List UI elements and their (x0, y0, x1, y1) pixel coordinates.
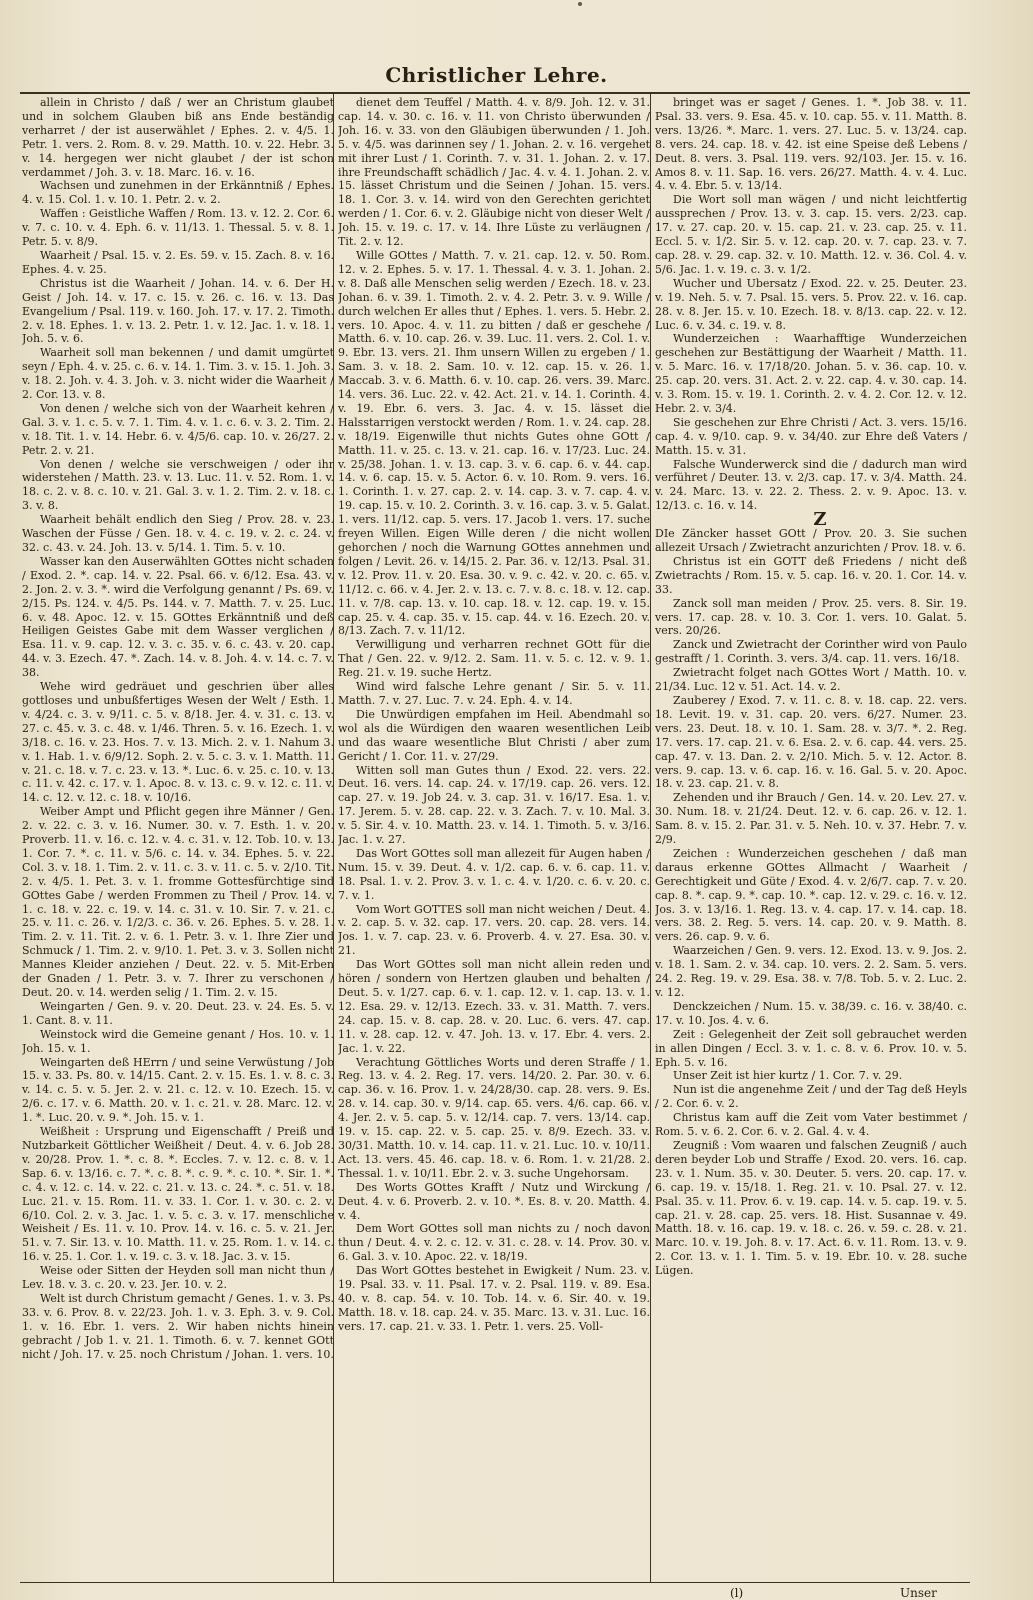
entry-paragraph: Von denen / welche sich von der Waarheit kehren / Gal. 3. v. 1. c. 5. v. 7. 1. Tim. 4. v. 1. c. 6. v. 3. 2. Tim. 2. v. 18. Tit. 1. v. 14. Hebr. 6. v. 4/5/6. cap. 10. v. 26/27. 2. Petr. 2. v. 21. (22, 401, 334, 457)
entry-paragraph: Wachsen und zunehmen in der Erkänntniß / Ephes. 4. v. 15. Col. 1. v. 10. 1. Petr. 2. v. 2. (22, 179, 334, 207)
column-middle (338, 96, 650, 1580)
entry-paragraph: Welt ist durch Christum gemacht / Genes. 1. v. 3. Ps. 33. v. 6. Prov. 8. v. 22/23. Joh. 1. v. 3. Eph. 3. v. 9. Col. 1. v. 16. Ebr. 1. vers. 2. Wir haben nichts hinein gebracht / Job 1. v. 21. 1. Timoth. 6. v. 7. kennet GOtt nicht / Joh. 17. v. 25. noch Christum / Johan. 1. vers. 10. (22, 1291, 334, 1361)
entry-paragraph: Wucher und Ubersatz / Exod. 22. v. 25. Deuter. 23. v. 19. Neh. 5. v. 7. Psal. 15. vers. 5. Prov. 22. v. 16. cap. 28. v. 8. Jer. 15. v. 10. Ezech. 18. v. 8/13. cap. 22. v. 12. Luc. 6. v. 34. c. 19. v. 8. (655, 276, 967, 332)
entry-paragraph: Zanck und Zwietracht der Corinther wird von Paulo gestrafft / 1. Corinth. 3. vers. 3/4. cap. 11. vers. 16/18. (655, 638, 967, 666)
entry-paragraph: Wasser kan den Auserwählten GOttes nicht schaden / Exod. 2. *. cap. 14. v. 22. Psal. 66. v. 6/12. Esa. 43. v. 2. Jon. 2. v. 3. *. wird die Verfolgung genannt / Ps. 69. v. 2/15. Ps. 124. v. 4/5. Ps. 144. v. 7. Matth. 7. v. 25. Luc. 6. v. 48. Apoc. 12. v. 15. GOttes Erkänntniß und deß Heiligen Geistes Gabe mit dem Wasser verglichen / Esa. 11. v. 9. cap. 12. v. 3. c. 35. v. 6. c. 43. v. 20. cap. 44. v. 3. Ezech. 47. *. Zach. 14. v. 8. Joh. 4. v. 14. c. 7. v. 38. (22, 554, 334, 680)
entry-paragraph: Weinstock wird die Gemeine genant / Hos. 10. v. 1. Joh. 15. v. 1. (22, 1027, 334, 1055)
entry-paragraph: Waarzeichen / Gen. 9. vers. 12. Exod. 13. v. 9. Jos. 2. v. 18. 1. Sam. 2. v. 34. cap. 10. vers. 2. 2. Sam. 5. vers. 24. 2. Reg. 19. v. 29. Esa. 38. v. 7/8. Tob. 5. v. 2. Luc. 2. v. 12. (655, 944, 967, 999)
entry-paragraph: Das Wort GOttes soll man allezeit für Augen haben / Num. 15. v. 39. Deut. 4. v. 1/2. cap. 6. v. 6. cap. 11. v. 18. Psal. 1. v. 2. Prov. 3. v. 1. c. 4. v. 1/20. c. 6. v. 20. c. 7. v. 1. (338, 846, 650, 902)
entry-paragraph: Von denen / welche sie verschweigen / oder ihr widerstehen / Matth. 23. v. 13. Luc. 11. v. 52. Rom. 1. v. 18. c. 2. v. 8. c. 10. v. 21. Gal. 3. v. 1. 2. Tim. 2. v. 18. c. 3. v. 8. (22, 457, 334, 513)
entry-paragraph: Des Worts GOttes Krafft / Nutz und Wirckung / Deut. 4. v. 6. Proverb. 2. v. 10. *. Es. 8. v. 20. Matth. 4. v. 4. (338, 1180, 650, 1222)
entry-paragraph: Zeit : Gelegenheit der Zeit soll gebrauchet werden in allen Dingen / Eccl. 3. v. 1. c. 8. v. 6. Prov. 10. v. 5. Eph. 5. v. 16. (655, 1027, 967, 1069)
catchword: Unser (900, 1586, 937, 1600)
entry-paragraph: Die Wort soll man wägen / und nicht leichtfertig aussprechen / Prov. 13. v. 3. cap. 15. vers. 2/23. cap. 17. v. 27. cap. 20. v. 15. cap. 21. v. 23. cap. 25. v. 11. Eccl. 5. v. 1/2. Sir. 5. v. 12. cap. 20. v. 7. cap. 23. v. 7. cap. 28. v. 29. cap. 32. v. 10. Matth. 12. v. 36. Col. 4. v. 5/6. Jac. 1. v. 19. c. 3. v. 1/2. (655, 193, 967, 276)
entry-paragraph: Wind wird falsche Lehre genant / Sir. 5. v. 11. Matth. 7. v. 27. Luc. 7. v. 24. Eph. 4. v. 14. (338, 680, 650, 707)
page-title: Christlicher Lehre. (385, 63, 608, 87)
entry-paragraph: Wehe wird gedräuet und geschrien über alles gottloses und unbußfertiges Wesen der Welt / Esth. 1. v. 4/24. c. 3. v. 9/11. c. 5. v. 8/18. Jer. 4. v. 31. c. 13. v. 27. c. 45. v. 3. c. 48. v. 1/46. Thren. 5. v. 16. Ezech. 1. v. 3/18. c. 16. v. 23. Hos. 7. v. 13. Mich. 2. v. 1. Nahum 3. v. 1. Hab. 1. v. 6/9/12. Soph. 2. v. 5. c. 3. v. 1. Matth. 11. v. 21. c. 18. v. 7. c. 23. v. 13. *. Luc. 6. v. 25. c. 10. v. 13. c. 11. v. 42. c. 17. v. 1. Apoc. 8. v. 13. c. 9. v. 12. c. 11. v. 14. c. 12. v. 12. c. 18. v. 10/16. (22, 680, 334, 805)
entry-paragraph: Sie geschehen zur Ehre Christi / Act. 3. vers. 15/16. cap. 4. v. 9/10. cap. 9. v. 34/40. zur Ehre deß Vaters / Matth. 15. v. 31. (655, 415, 967, 457)
entry-paragraph: Weingarten deß HErrn / und seine Verwüstung / Job 15. v. 33. Ps. 80. v. 14/15. Cant. 2. v. 15. Es. 1. v. 8. c. 3. v. 14. c. 5. v. 5. Jer. 2. v. 21. c. 12. v. 10. Ezech. 15. v. 2/6. c. 17. v. 6. Matth. 20. v. 1. c. 21. v. 28. Marc. 12. v. 1. *. Luc. 20. v. 9. *. Joh. 15. v. 1. (22, 1055, 334, 1125)
entry-paragraph: Das Wort GOttes soll man nicht allein reden und hören / sondern von Hertzen glauben und behalten / Deut. 5. v. 1/27. cap. 6. v. 1. cap. 12. v. 1. cap. 13. v. 1. 12. Esa. 29. v. 12/13. Ezech. 33. v. 31. Matth. 7. vers. 24. cap. 15. v. 8. cap. 28. v. 20. Luc. 6. vers. 47. cap. 11. v. 28. cap. 12. v. 47. Joh. 13. v. 17. Ebr. 4. vers. 2. Jac. 1. v. 22. (338, 958, 650, 1055)
entry-paragraph: Verwilligung und verharren rechnet GOtt für die That / Gen. 22. v. 9/12. 2. Sam. 11. v. 5. c. 12. v. 9. 1. Reg. 21. v. 19. suche Hertz. (338, 638, 650, 680)
entry-paragraph: Zwietracht folget nach GOttes Wort / Matth. 10. v. 21/34. Luc. 12 v. 51. Act. 14. v. 2. (655, 666, 967, 694)
entry-paragraph: allein in Christo / daß / wer an Christum glaubet und in solchem Glauben biß ans Ende beständig verharret / der ist auserwählet / Ephes. 2. v. 4/5. 1. Petr. 1. vers. 2. Rom. 8. v. 29. Matth. 10. v. 22. Hebr. 3. v. 14. hergegen wer nicht glaubet / der ist schon verdammet / Joh. 3. v. 18. Marc. 16. v. 16. (22, 96, 334, 179)
printer-mark (578, 2, 582, 6)
entry-paragraph: bringet was er saget / Genes. 1. *. Job 38. v. 11. Psal. 33. vers. 9. Esa. 45. v. 10. cap. 55. v. 11. Matth. 8. vers. 13/26. *. Marc. 1. vers. 27. Luc. 5. v. 13/24. cap. 8. vers. 24. cap. 18. v. 42. ist eine Speise deß Lebens / Deut. 8. vers. 3. Psal. 119. vers. 92/103. Jer. 15. v. 16. Amos 8. v. 11. Sap. 16. vers. 26/27. Matth. 4. v. 4. Luc. 4. v. 4. Ebr. 5. v. 13/14. (655, 96, 967, 193)
entry-paragraph: Waffen : Geistliche Waffen / Rom. 13. v. 12. 2. Cor. 6. v. 7. c. 10. v. 4. Eph. 6. v. 11/13. 1. Thessal. 5. v. 8. 1. Petr. 5. v. 8/9. (22, 207, 334, 249)
entry-paragraph: Wille GOttes / Matth. 7. v. 21. cap. 12. v. 50. Rom. 12. v. 2. Ephes. 5. v. 17. 1. Thessal. 4. v. 3. 1. Johan. 2. v. 8. Daß alle Menschen selig werden / Ezech. 18. v. 23. Johan. 6. v. 39. 1. Timoth. 2. v. 4. 2. Petr. 3. v. 9. Wille / durch welchen Er alles thut / Ephes. 1. vers. 5. Hebr. 2. vers. 10. Apoc. 4. v. 11. zu bitten / daß er geschehe / Matth. 6. v. 10. cap. 26. v. 39. Luc. 11. vers. 2. Col. 1. v. 9. Ebr. 13. vers. 21. Ihm unsern Willen zu ergeben / 1. Sam. 3. v. 18. 2. Sam. 10. v. 12. cap. 15. v. 26. 1. Maccab. 3. v. 6. Matth. 6. v. 10. cap. 26. vers. 39. Marc. 14. vers. 36. Luc. 22. v. 42. Act. 21. v. 14. 1. Corinth. 4. v. 19. Ebr. 6. vers. 3. Jac. 4. v. 15. lässet die Halsstarrigen verstockt werden / Rom. 1. v. 24. cap. 28. v. 18/19. Eigenwille thut nichts Gutes ohne GOtt / Matth. 11. v. 25. c. 13. v. 21. cap. 16. v. 17/23. Luc. 24. v. 25/38. Johan. 1. v. 13. cap. 3. v. 6. cap. 6. v. 44. cap. 14. v. 6. cap. 15. v. 5. Actor. 6. v. 10. Rom. 9. vers. 16. 1. Corinth. 1. v. 27. cap. 2. v. 14. cap. 3. v. 7. cap. 4. v. 19. cap. 15. v. 10. 2. Corinth. 3. v. 16. cap. 3. v. 5. Galat. 1. vers. 11/12. cap. 5. vers. 17. Jacob 1. vers. 17. suche freyen Willen. Eigen Wille deren / die nicht wollen gehorchen / noch die Warnung GOttes annehmen und folgen / Levit. 26. v. 14/15. 2. Par. 36. v. 12/13. Psal. 31. v. 12. Prov. 11. v. 20. Esa. 30. v. 9. c. 42. v. 20. c. 65. v. 11/12. c. 66. v. 4. Jer. 2. v. 13. c. 7. v. 8. c. 18. v. 12. cap. 11. v. 7/8. cap. 13. v. 10. cap. 18. v. 12. cap. 19. v. 15. cap. 25. v. 4. cap. 35. v. 15. cap. 44. v. 16. Ezech. 20. v. 8/13. Zach. 7. v. 11/12. (338, 248, 650, 638)
column-left (22, 96, 334, 1580)
header-rule (20, 92, 970, 94)
entry-paragraph: Dem Wort GOttes soll man nichts zu / noch davon thun / Deut. 4. v. 2. c. 12. v. 31. c. 28. v. 14. Prov. 30. v. 6. Gal. 3. v. 10. Apoc. 22. v. 18/19. (338, 1222, 650, 1264)
entry-paragraph: Die Unwürdigen empfahen im Heil. Abendmahl so wol als die Würdigen den waaren wesentlichen Leib und das waare wesentliche Blut Christi / aber zum Gericht / 1. Cor. 11. v. 27/29. (338, 707, 650, 763)
page-footer (20, 1586, 970, 1600)
entry-paragraph: Denckzeichen / Num. 15. v. 38/39. c. 16. v. 38/40. c. 17. v. 10. Jos. 4. v. 6. (655, 999, 967, 1027)
entry-paragraph: Weingarten / Gen. 9. v. 20. Deut. 23. v. 24. Es. 5. v. 1. Cant. 8. v. 11. (22, 999, 334, 1027)
entry-paragraph: Witten soll man Gutes thun / Exod. 22. vers. 22. Deut. 16. vers. 14. cap. 24. v. 17/19. cap. 26. vers. 12. cap. 27. v. 19. Job 24. v. 3. cap. 31. v. 16/17. Esa. 1. v. 17. Jerem. 5. v. 28. cap. 22. v. 3. Zach. 7. v. 10. Mal. 3. v. 5. Sir. 4. v. 10. Matth. 23. v. 14. 1. Timoth. 5. v. 3/16. Jac. 1. v. 27. (338, 763, 650, 847)
entry-paragraph: Christus ist die Waarheit / Johan. 14. v. 6. Der H. Geist / Joh. 14. v. 17. c. 15. v. 26. c. 16. v. 13. Das Evangelium / Psal. 119. v. 160. Joh. 17. v. 17. 2. Timoth. 2. v. 18. Ephes. 1. v. 13. 2. Petr. 1. v. 12. Jac. 1. v. 18. 1. Joh. 5. v. 6. (22, 276, 334, 346)
entry-paragraph: Zehenden und ihr Brauch / Gen. 14. v. 20. Lev. 27. v. 30. Num. 18. v. 21/24. Deut. 12. v. 6. cap. 26. v. 12. 1. Sam. 8. v. 15. 2. Par. 31. v. 5. Neh. 10. v. 37. Hebr. 7. v. 2/9. (655, 791, 967, 847)
entry-paragraph: Verachtung Göttliches Worts und deren Straffe / 1. Reg. 13. v. 4. 2. Reg. 17. vers. 14/20. 2. Par. 30. v. 6. cap. 36. v. 16. Prov. 1. v. 24/28/30. cap. 28. vers. 9. Es. 28. v. 14. cap. 30. v. 9/14. cap. 65. vers. 4/6. cap. 66. v. 4. Jer. 2. v. 5. cap. 5. v. 12/14. cap. 7. vers. 13/14. cap. 19. v. 15. cap. 22. v. 5. cap. 25. v. 8/9. Ezech. 33. v. 30/31. Matth. 10. v. 14. cap. 11. v. 21. Luc. 10. v. 10/11. Act. 13. vers. 45. 46. cap. 18. v. 6. Rom. 1. v. 21/28. 2. Thessal. 1. v. 10/11. Ebr. 2. v. 3. suche Ungehorsam. (338, 1055, 650, 1180)
entry-paragraph: Christus kam auff die Zeit vom Vater bestimmet / Rom. 5. v. 6. 2. Cor. 6. v. 2. Gal. 4. v. 4. (655, 1111, 967, 1139)
text-columns (22, 96, 968, 1580)
entry-paragraph: Zanck soll man meiden / Prov. 25. vers. 8. Sir. 19. vers. 17. cap. 28. v. 10. 3. Cor. 1. vers. 10. Galat. 5. vers. 20/26. (655, 596, 967, 638)
entry-paragraph: Waarheit / Psal. 15. v. 2. Es. 59. v. 15. Zach. 8. v. 16. Ephes. 4. v. 25. (22, 248, 334, 276)
entry-paragraph: Wunderzeichen : Waarhafftige Wunderzeichen geschehen zur Bestättigung der Waarheit / Matth. 11. v. 5. Marc. 16. v. 17/18/20. Johan. 5. v. 36. cap. 10. v. 25. cap. 20. vers. 31. Act. 2. v. 22. cap. 4. v. 30. cap. 14. v. 3. Rom. 15. v. 19. 1. Corinth. 2. v. 4. 2. Cor. 12. v. 12. Hebr. 2. v. 3/4. (655, 332, 967, 415)
running-header (20, 58, 973, 92)
entry-paragraph: Waarheit behält endlich den Sieg / Prov. 28. v. 23. Waschen der Füsse / Gen. 18. v. 4. c. 19. v. 2. c. 24. v. 32. c. 43. v. 24. Joh. 13. v. 5/14. 1. Tim. 5. v. 10. (22, 513, 334, 554)
entry-paragraph: Christus ist ein GOTT deß Friedens / nicht deß Zwietrachts / Rom. 15. v. 5. cap. 16. v. 20. 1. Cor. 14. v. 33. (655, 554, 967, 596)
entry-paragraph: Zeichen : Wunderzeichen geschehen / daß man daraus erkenne GOttes Allmacht / Waarheit / Gerechtigkeit und Güte / Exod. 4. v. 2/6/7. cap. 7. v. 20. cap. 8. *. cap. 9. *. cap. 10. *. cap. 12. v. 29. c. 16. v. 12. Jos. 3. v. 13/16. 1. Reg. 13. v. 4. cap. 17. v. 14. cap. 18. vers. 38. 2. Reg. 5. vers. 14. cap. 20. v. 9. Matth. 8. vers. 26. cap. 9. v. 6. (655, 846, 967, 944)
entry-paragraph: Das Wort GOttes bestehet in Ewigkeit / Num. 23. v. 19. Psal. 33. v. 11. Psal. 17. v. 2. Psal. 119. v. 89. Esa. 40. v. 8. cap. 54. v. 10. Tob. 14. v. 6. Sir. 40. v. 19. Matth. 18. v. 18. cap. 24. v. 35. Marc. 13. v. 31. Luc. 16. vers. 17. cap. 21. v. 33. 1. Petr. 1. vers. 25. Voll- (338, 1264, 650, 1333)
entry-paragraph: Nun ist die angenehme Zeit / und der Tag deß Heyls / 2. Cor. 6. v. 2. (655, 1083, 967, 1111)
entry-paragraph: Weise oder Sitten der Heyden soll man nicht thun / Lev. 18. v. 3. c. 20. v. 23. Jer. 10. v. 2. (22, 1264, 334, 1292)
entry-paragraph: Weiber Ampt und Pflicht gegen ihre Männer / Gen. 2. v. 22. c. 3. v. 16. Numer. 30. v. 7. Esth. 1. v. 20. Proverb. 11. v. 16. c. 12. v. 4. c. 31. v. 12. Tob. 10. v. 13. 1. Cor. 7. *. c. 11. v. 5/6. c. 14. v. 34. Ephes. 5. v. 22. Col. 3. v. 18. 1. Tim. 2. v. 11. c. 3. v. 11. c. 5. v. 2/10. Tit. 2. v. 4/5. 1. Pet. 3. v. 1. fromme Gottesfürchtige sind GOttes Gabe / werden Frommen zu Theil / Prov. 14. v. 1. c. 18. v. 22. c. 19. v. 14. c. 31. v. 10. Sir. 7. v. 21. c. 25. v. 11. c. 26. v. 1/2/3. c. 36. v. 26. Ephes. 5. v. 28. 1. Tim. 2. v. 11. Tit. 2. v. 6. 1. Petr. 3. v. 1. Ihre Zier und Schmuck / 1. Tim. 2. v. 9/10. 1. Pet. 3. v. 3. Sollen nicht Mannes Kleider anziehen / Deut. 22. v. 5. Mit-Erben der Gnaden / 1. Petr. 3. v. 7. Ihrer zu verschonen / Deut. 20. v. 14. werden selig / 1. Tim. 2. v. 15. (22, 805, 334, 999)
entry-paragraph: Falsche Wunderwerck sind die / dadurch man wird verführet / Deuter. 13. v. 2/3. cap. 17. v. 3/4. Matth. 24. v. 24. Marc. 13. v. 22. 2. Thess. 2. v. 9. Apoc. 13. v. 12/13. c. 16. v. 14. (655, 457, 967, 513)
entry-paragraph: Zeugniß : Vom waaren und falschen Zeugniß / auch deren beyder Lob und Straffe / Exod. 20. vers. 16. cap. 23. v. 1. Num. 35. v. 30. Deuter. 5. vers. 20. cap. 17. v. 6. cap. 19. v. 15/18. 1. Reg. 21. v. 10. Psal. 27. v. 12. Psal. 35. v. 11. Prov. 6. v. 19. cap. 14. v. 5. cap. 19. v. 5. cap. 21. v. 28. cap. 25. vers. 18. Hist. Susannae v. 49. Matth. 18. v. 16. cap. 19. v. 18. c. 26. v. 59. c. 28. v. 21. Marc. 10. v. 19. Joh. 8. v. 17. Act. 6. v. 11. Rom. 13. v. 9. 2. Cor. 13. v. 1. 1. Tim. 5. v. 19. Ebr. 10. v. 28. suche Lügen. (655, 1138, 967, 1278)
footer-rule (20, 1582, 970, 1583)
section-letter: Z (813, 509, 827, 531)
entry-paragraph: Waarheit soll man bekennen / und damit umgürtet seyn / Eph. 4. v. 25. c. 6. v. 14. 1. Tim. 3. v. 15. 1. Joh. 3. v. 18. 2. Joh. v. 4. 3. Joh. v. 3. nicht wider die Waarheit / 2. Cor. 13. v. 8. (22, 346, 334, 402)
entry-paragraph: Zauberey / Exod. 7. v. 11. c. 8. v. 18. cap. 22. vers. 18. Levit. 19. v. 31. cap. 20. vers. 6/27. Numer. 23. vers. 23. Deut. 18. v. 10. 1. Sam. 28. v. 3/7. *. 2. Reg. 17. vers. 17. cap. 21. v. 6. Esa. 2. v. 6. cap. 44. vers. 25. cap. 47. v. 13. Dan. 2. v. 2/10. Mich. 5. v. 12. Actor. 8. vers. 9. cap. 13. v. 6. cap. 16. v. 16. Gal. 5. v. 20. Apoc. 18. v. 23. cap. 21. v. 8. (655, 693, 967, 791)
entry-paragraph: dienet dem Teuffel / Matth. 4. v. 8/9. Joh. 12. v. 31. cap. 14. v. 30. c. 16. v. 11. von Christo überwunden / Joh. 16. v. 33. von den Gläubigen überwunden / 1. Joh. 5. v. 4/5. was darinnen sey / 1. Johan. 2. v. 16. vergehet mit ihrer Lust / 1. Corinth. 7. v. 31. 1. Johan. 2. v. 17. ihre Freundschafft schädlich / Jac. 4. v. 4. 1. Johan. 2. v. 15. lässet Christum und die Seinen / Johan. 15. vers. 18. 1. Cor. 3. v. 14. wird von den Gerechten gerichtet werden / 1. Cor. 6. v. 2. Gläubige nicht von dieser Welt / Joh. 15. v. 19. c. 17. v. 14. Ihre Lüste zu verläugnen / Tit. 2. v. 12. (338, 96, 650, 249)
entry-paragraph: Unser Zeit ist hier kurtz / 1. Cor. 7. v. 29. (673, 1069, 903, 1083)
entry-paragraph: DIe Zäncker hasset GOtt / Prov. 20. 3. Sie suchen allezeit Ursach / Zwietracht anzurichten / Prov. 18. v. 6. (655, 527, 967, 554)
entry-paragraph: Weißheit : Ursprung und Eigenschafft / Preiß und Nutzbarkeit Göttlicher Weißheit / Deut. 4. v. 6. Job 28. v. 20/28. Prov. 1. *. c. 8. *. Eccles. 7. v. 12. c. 8. v. 1. Sap. 6. v. 13/16. c. 7. *. c. 8. *. c. 9. *. c. 10. *. Sir. 1. *. c. 4. v. 12. c. 14. v. 22. c. 21. v. 13. c. 24. *. c. 51. v. 18. Luc. 21. v. 15. Rom. 11. v. 33. 1. Cor. 1. v. 30. c. 2. v. 6/10. Col. 2. v. 3. Jac. 1. v. 5. c. 3. v. 17. menschliche Weisheit / Es. 11. v. 10. Prov. 14. v. 16. c. 5. v. 21. Jer. 51. v. 7. Sir. 13. v. 10. Matth. 11. v. 25. Rom. 1. v. 14. c. 16. v. 25. 1. Cor. 1. v. 19. c. 3. v. 18. Jac. 3. v. 15. (22, 1125, 334, 1264)
signature-mark: (l) (730, 1586, 744, 1600)
column-right (655, 96, 967, 1580)
entry-paragraph: Vom Wort GOTTES soll man nicht weichen / Deut. 4. v. 2. cap. 5. v. 32. cap. 17. vers. 20. cap. 28. vers. 14. Jos. 1. v. 7. cap. 23. v. 6. Proverb. 4. v. 27. Esa. 30. v. 21. (338, 902, 650, 958)
